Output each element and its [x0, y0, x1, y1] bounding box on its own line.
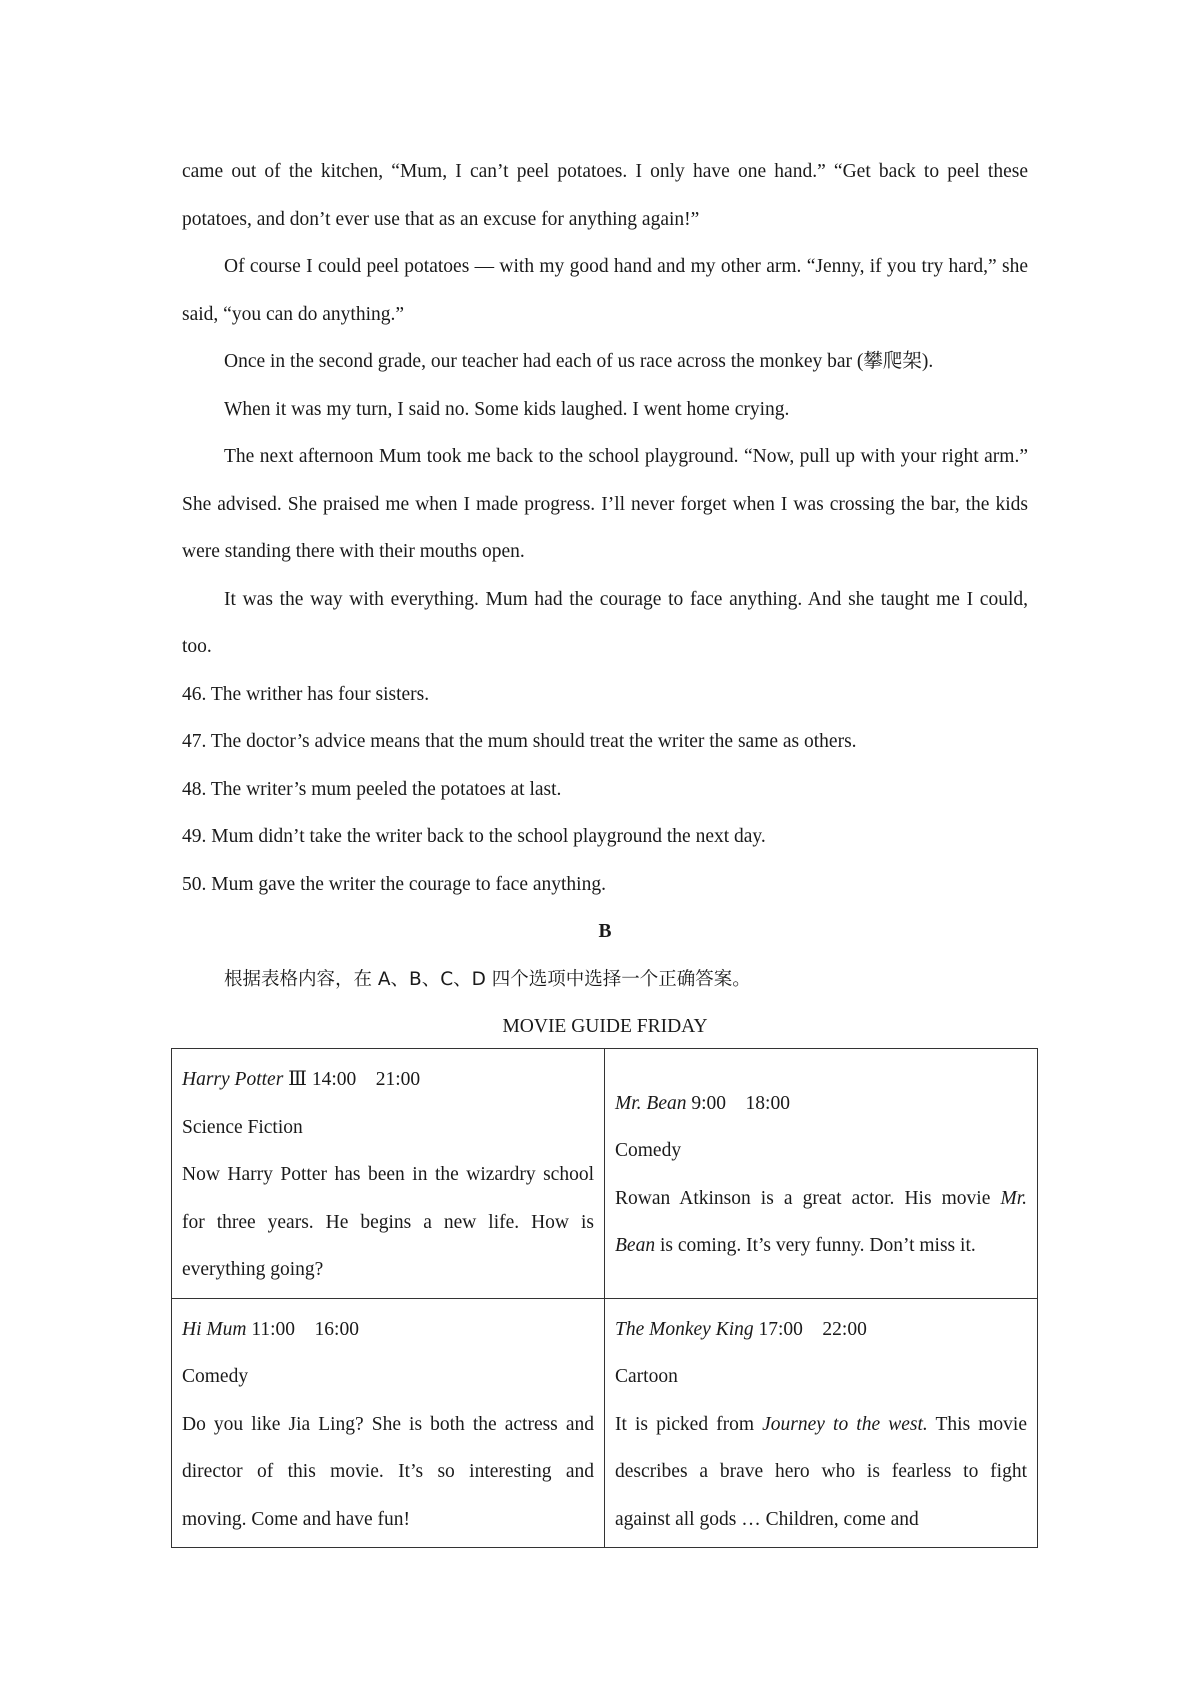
movie-cell-hi-mum — [172, 1298, 605, 1548]
question-47: 47. The doctor’s advice means that the mum should treat the writer the same as others. — [182, 731, 857, 752]
movie-times: 9:00 18:00 — [691, 1092, 790, 1114]
movie-description: Rowan Atkinson is a great actor. His movie Mr. Bean is coming. It’s very funny. Don’t miss it. — [615, 1187, 1027, 1257]
passage-paragraph-5: The next afternoon Mum took me back to the school playground. “Now, pull up with your right arm.” She advised. She praised me when I made progress. I’ll never forget when I was crossing the bar, the kids were standing there with their mouths open. — [182, 446, 1028, 562]
movie-title: Hi Mum — [182, 1318, 247, 1340]
section-instruction: 根据表格内容，在 A、B、C、D 四个选项中选择一个正确答案。 — [224, 968, 751, 990]
document-page — [182, 148, 1028, 1051]
movie-title: The Monkey King — [615, 1318, 754, 1340]
movie-genre: Cartoon — [615, 1366, 678, 1387]
table-row — [172, 1298, 1038, 1548]
question-48: 48. The writer’s mum peeled the potatoes at last. — [182, 778, 562, 800]
movie-times: 14:00 21:00 — [311, 1069, 421, 1090]
movie-title-line — [615, 1080, 1027, 1128]
passage-paragraph-6: It was the way with everything. Mum had the courage to face anything. And she taught me I could, too. — [182, 588, 1028, 657]
passage-paragraph-4: When it was my turn, I said no. Some kids laughed. I went home crying. — [224, 398, 790, 420]
movie-title-line — [182, 1056, 594, 1104]
movie-title: Harry Potter — [182, 1069, 284, 1090]
movie-numeral: Ⅲ — [288, 1069, 307, 1090]
question-46: 46. The writher has four sisters. — [182, 683, 430, 705]
question-49: 49. Mum didn’t take the writer back to the school playground the next day. — [182, 826, 766, 847]
movie-cell-mr-bean — [605, 1049, 1038, 1299]
movie-description: Do you like Jia Ling? She is both the actress and director of this movie. It’s so interesting and moving. Come and have fun! — [182, 1413, 594, 1530]
movie-times: 17:00 22:00 — [758, 1318, 867, 1340]
movie-guide-table — [171, 1048, 1038, 1548]
passage-paragraph-3: Once in the second grade, our teacher had each of us race across the monkey bar (攀爬架). — [224, 351, 934, 372]
movie-genre: Comedy — [182, 1366, 249, 1387]
movie-description: Now Harry Potter has been in the wizardry school for three years. He begins a new life. How is everything going? — [182, 1164, 594, 1280]
movie-title: Mr. Bean — [615, 1092, 687, 1114]
table-title: MOVIE GUIDE FRIDAY — [502, 1016, 708, 1037]
movie-cell-monkey-king — [605, 1298, 1038, 1548]
passage-paragraph-2: Of course I could peel potatoes — with my good hand and my other arm. “Jenny, if you try hard,” she said, “you can do anything.” — [182, 256, 1028, 325]
section-heading: B — [598, 921, 612, 942]
movie-title-line — [182, 1306, 594, 1354]
movie-title-line — [615, 1306, 1027, 1354]
movie-description: It is picked from Journey to the west. This movie describes a brave hero who is fearless to fight against all gods … Children, come and — [615, 1413, 1027, 1530]
movie-times: 11:00 16:00 — [251, 1318, 359, 1340]
movie-cell-harry-potter — [172, 1049, 605, 1299]
movie-genre: Comedy — [615, 1140, 682, 1162]
movie-genre: Science Fiction — [182, 1116, 303, 1138]
table-row — [172, 1049, 1038, 1299]
passage-paragraph-1: came out of the kitchen, “Mum, I can’t peel potatoes. I only have one hand.” “Get back to peel these potatoes, and don’t ever use that as an excuse for anything again!” — [182, 161, 1028, 230]
question-50: 50. Mum gave the writer the courage to face anything. — [182, 873, 606, 895]
